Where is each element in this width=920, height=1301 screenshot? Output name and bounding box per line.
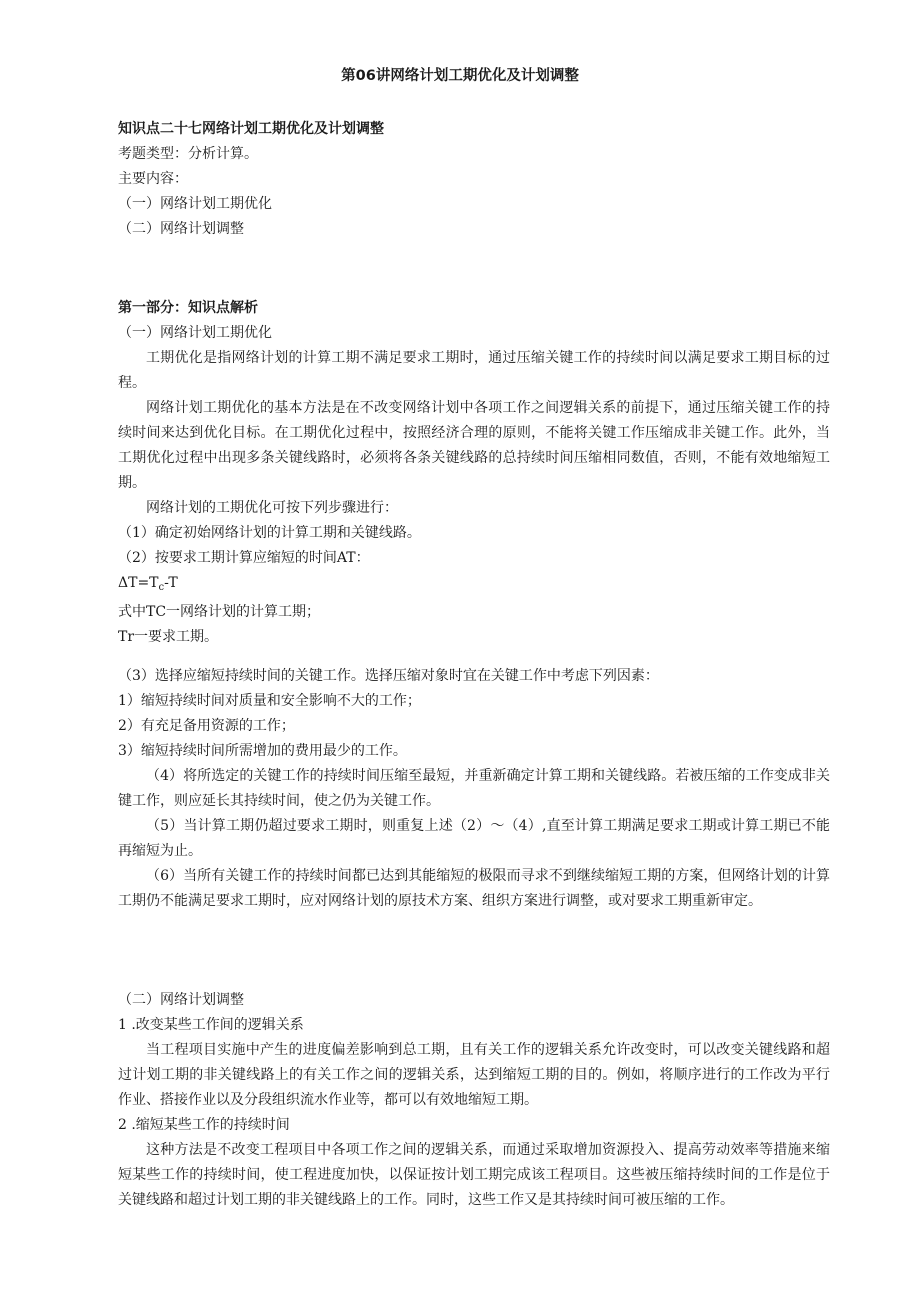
- method-1-heading: 1 .改变某些工作间的逻辑关系: [118, 1017, 304, 1033]
- spacer: [118, 650, 830, 664]
- factor-3: 3）缩短持续时间所需增加的费用最少的工作。: [118, 743, 407, 759]
- subsection-2-title: （二）网络计划调整: [118, 992, 244, 1008]
- formula-lhs: ΔT=T: [118, 575, 159, 591]
- exam-type-line: 考题类型：分析计算。: [118, 146, 258, 162]
- step-1: （1）确定初始网络计划的计算工期和关键线路。: [118, 525, 421, 541]
- step-6: （6）当所有关键工作的持续时间都已达到其能缩短的极限而寻求不到继续缩短工期的方案，但网络计划的计算工期仍不能满足要求工期时，应对网络计划的原技术方案、组织方案进行调整，或对要求工期重新审定。: [118, 868, 830, 909]
- factor-2: 2）有充足备用资源的工作；: [118, 718, 295, 734]
- paragraph-definition: 工期优化是指网络计划的计算工期不满足要求工期时，通过压缩关键工作的持续时间以满足要求工期目标的过程。: [118, 350, 830, 391]
- page-title: 第06讲网络计划工期优化及计划调整: [341, 68, 579, 84]
- knowledge-point-heading: 知识点二十七网络计划工期优化及计划调整: [118, 121, 384, 137]
- method-2-heading: 2 .缩短某些工作的持续时间: [118, 1117, 290, 1133]
- formula-subscript: c: [158, 582, 165, 593]
- formula: [118, 571, 830, 600]
- step-3: （3）选择应缩短持续时间的关键工作。选择压缩对象时宜在关键工作中考虑下列因素：: [118, 668, 659, 684]
- main-content-label: 主要内容：: [118, 171, 188, 187]
- knowledge-point-header: [118, 117, 830, 242]
- step-4: （4）将所选定的关键工作的持续时间压缩至最短，并重新确定计算工期和关键线路。若被压缩的工作变成非关键工作，则应延长其持续时间，使之仍为关键工作。: [118, 768, 830, 809]
- part2-section: [118, 988, 830, 1213]
- part1-section: [118, 296, 830, 914]
- factor-1: 1）缩短持续时间对质量和安全影响不大的工作；: [118, 693, 421, 709]
- step-5: （5）当计算工期仍超过要求工期时，则重复上述（2）～（4）,直至计算工期满足要求工期或计算工期已不能再缩短为止。: [118, 818, 830, 859]
- subsection-1-title: （一）网络计划工期优化: [118, 325, 272, 341]
- part1-heading: 第一部分：知识点解析: [118, 300, 258, 316]
- method-2-paragraph: 这种方法是不改变工程项目中各项工作之间的逻辑关系，而通过采取增加资源投入、提高劳动效率等措施来缩短某些工作的持续时间，使工程进度加快，以保证按计划工期完成该工程项目。这些被压缩持续时间的工作是位于关键线路和超过计划工期的非关键线路上的工作。同时，这些工作又是其持续时间可被压缩的工作。: [118, 1142, 830, 1208]
- steps-intro: 网络计划的工期优化可按下列步骤进行：: [146, 500, 398, 516]
- formula-where-1: 式中TC一网络计划的计算工期；: [118, 604, 321, 620]
- content-item-2: （二）网络计划调整: [118, 221, 244, 237]
- method-1-paragraph: 当工程项目实施中产生的进度偏差影响到总工期，且有关工作的逻辑关系允许改变时，可以改变关键线路和超过计划工期的非关键线路上的有关工作之间的逻辑关系，达到缩短工期的目的。例如，将顺序进行的工作改为平行作业、搭接作业以及分段组织流水作业等，都可以有效地缩短工期。: [118, 1042, 830, 1108]
- paragraph-method: 网络计划工期优化的基本方法是在不改变网络计划中各项工作之间逻辑关系的前提下，通过压缩关键工作的持续时间来达到优化目标。在工期优化过程中，按照经济合理的原则，不能将关键工作压缩成非关键工作。此外，当工期优化过程中出现多条关键线路时，必须将各条关键线路的总持续时间压缩相同数值，否则，不能有效地缩短工期。: [118, 400, 830, 491]
- content-item-1: （一）网络计划工期优化: [118, 196, 272, 212]
- formula-rhs: -T: [164, 575, 178, 591]
- step-2: （2）按要求工期计算应缩短的时间AT：: [118, 550, 370, 566]
- formula-where-2: Tr一要求工期。: [118, 629, 219, 645]
